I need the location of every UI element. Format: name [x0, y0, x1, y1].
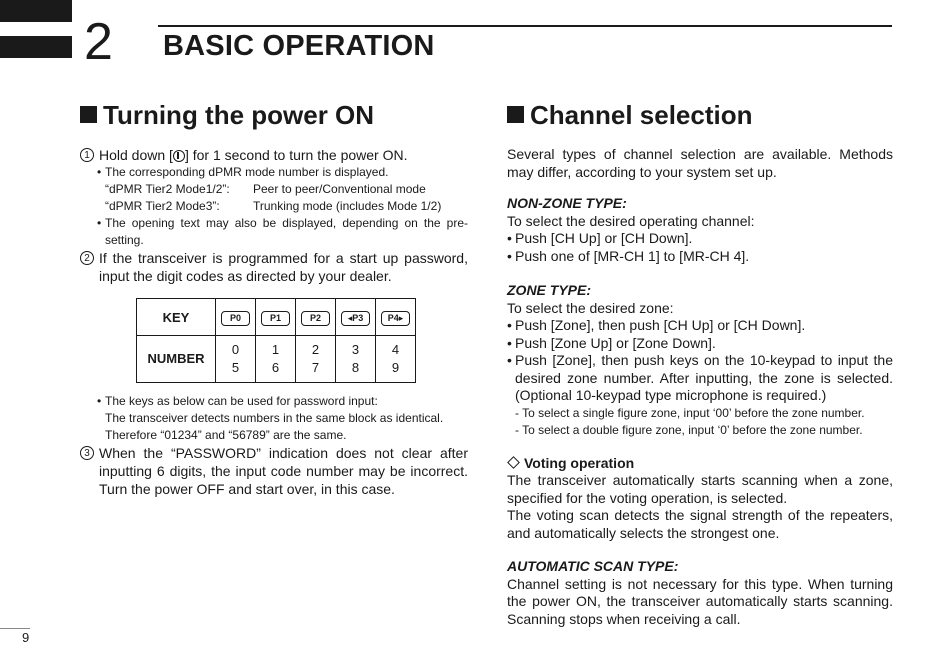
auto-scan-paragraph: Channel setting is not necessary for this type. When turning the power ON, the transceiver automatically starts scanning. Scanning stops when receiving a call. [507, 575, 893, 627]
section-title-power-on: Turning the power ON [80, 98, 468, 132]
nonzone-text: To select the desired operating channel: [507, 212, 755, 229]
voting-paragraph: The voting scan detects the signal strength of the repeaters, and automatically selects the strongest one. [507, 507, 893, 541]
mode-row: “dPMR Tier2 Mode1/2”: Peer to peer/Conventional mode [105, 182, 426, 196]
power-icon [173, 150, 185, 162]
note-line: Therefore “01234” and “56789” are the same. [105, 428, 347, 442]
password-key-table [136, 298, 416, 383]
chapter-tab-bar [0, 36, 72, 58]
diamond-icon [507, 456, 520, 469]
chapter-title: BASIC OPERATION [163, 30, 435, 62]
voting-paragraph: The transceiver automatically starts scanning when a zone, specified for the voting operation, is selected. [507, 472, 893, 506]
voting-heading: Voting operation [507, 455, 893, 473]
footer-rule [0, 628, 30, 629]
list-item: • Push [Zone Up] or [Zone Down]. [507, 334, 716, 351]
square-bullet-icon [507, 106, 524, 123]
list-item: • Push one of [MR-CH 1] to [MR-CH 4]. [507, 247, 750, 264]
number-cell: 0 5 [216, 336, 256, 383]
page-number: 9 [22, 630, 30, 645]
right-column [507, 98, 893, 628]
step-number: 3 [80, 446, 94, 460]
chapter-tab-bar-top [0, 0, 72, 22]
number-cell: 2 7 [296, 336, 336, 383]
note-item: • The corresponding dPMR mode number is displayed. [97, 165, 389, 179]
step-3: 3 When the “PASSWORD” indication does not clear after inputting 6 digits, the input code number may be incorrect. Turn the power OFF and start over, in this case. [80, 444, 468, 498]
step-2: 2 If the transceiver is programmed for a start up password, input the digit codes as directed by your dealer. [80, 249, 468, 285]
intro-paragraph: Several types of channel selection are available. Methods may differ, according to your system set up. [507, 146, 893, 180]
list-item: • Push [Zone], then push keys on the 10-keypad to input the desired zone number. After inputting, the zone is selected. (Optional 10-keypad type microphone is required.) [507, 352, 893, 403]
key-p3: ◂P3 [341, 311, 370, 326]
dash-note: - To select a double figure zone, input ‘0’ before the zone number. [515, 422, 863, 437]
list-item: • Push [CH Up] or [CH Down]. [507, 230, 693, 246]
number-cell: 1 6 [256, 336, 296, 383]
key-p0: P0 [221, 311, 250, 326]
number-header: NUMBER [137, 336, 216, 383]
note-item: • The opening text may also be displayed, depending on the pre-setting. [97, 216, 468, 247]
number-cell: 4 9 [376, 336, 416, 383]
nonzone-heading: NON-ZONE TYPE: [507, 195, 627, 211]
step-1: 1 Hold down [ ] for 1 second to turn the power ON. [80, 146, 468, 164]
chapter-number: 2 [84, 13, 113, 71]
note-line: The transceiver detects numbers in the same block as identical. [105, 411, 444, 425]
step-number: 1 [80, 148, 94, 162]
section-title-channel-selection: Channel selection [507, 98, 893, 132]
note-item: • The keys as below can be used for password input: [97, 394, 378, 408]
zone-heading: ZONE TYPE: [507, 282, 592, 298]
mode-row: “dPMR Tier2 Mode3”: Trunking mode (includes Mode 1/2) [105, 199, 442, 213]
step-number: 2 [80, 251, 94, 265]
list-item: • Push [Zone], then push [CH Up] or [CH Down]. [507, 317, 806, 333]
key-p2: P2 [301, 311, 330, 326]
zone-text: To select the desired zone: [507, 299, 674, 316]
key-p1: P1 [261, 311, 290, 326]
key-header: KEY [137, 299, 216, 336]
number-cell: 3 8 [336, 336, 376, 383]
key-p4: P4▸ [381, 311, 410, 326]
auto-scan-heading: AUTOMATIC SCAN TYPE: [507, 558, 679, 574]
square-bullet-icon [80, 106, 97, 123]
header-rule [158, 25, 892, 27]
left-column [80, 98, 468, 498]
dash-note: - To select a single figure zone, input ‘00’ before the zone number. [515, 405, 865, 420]
